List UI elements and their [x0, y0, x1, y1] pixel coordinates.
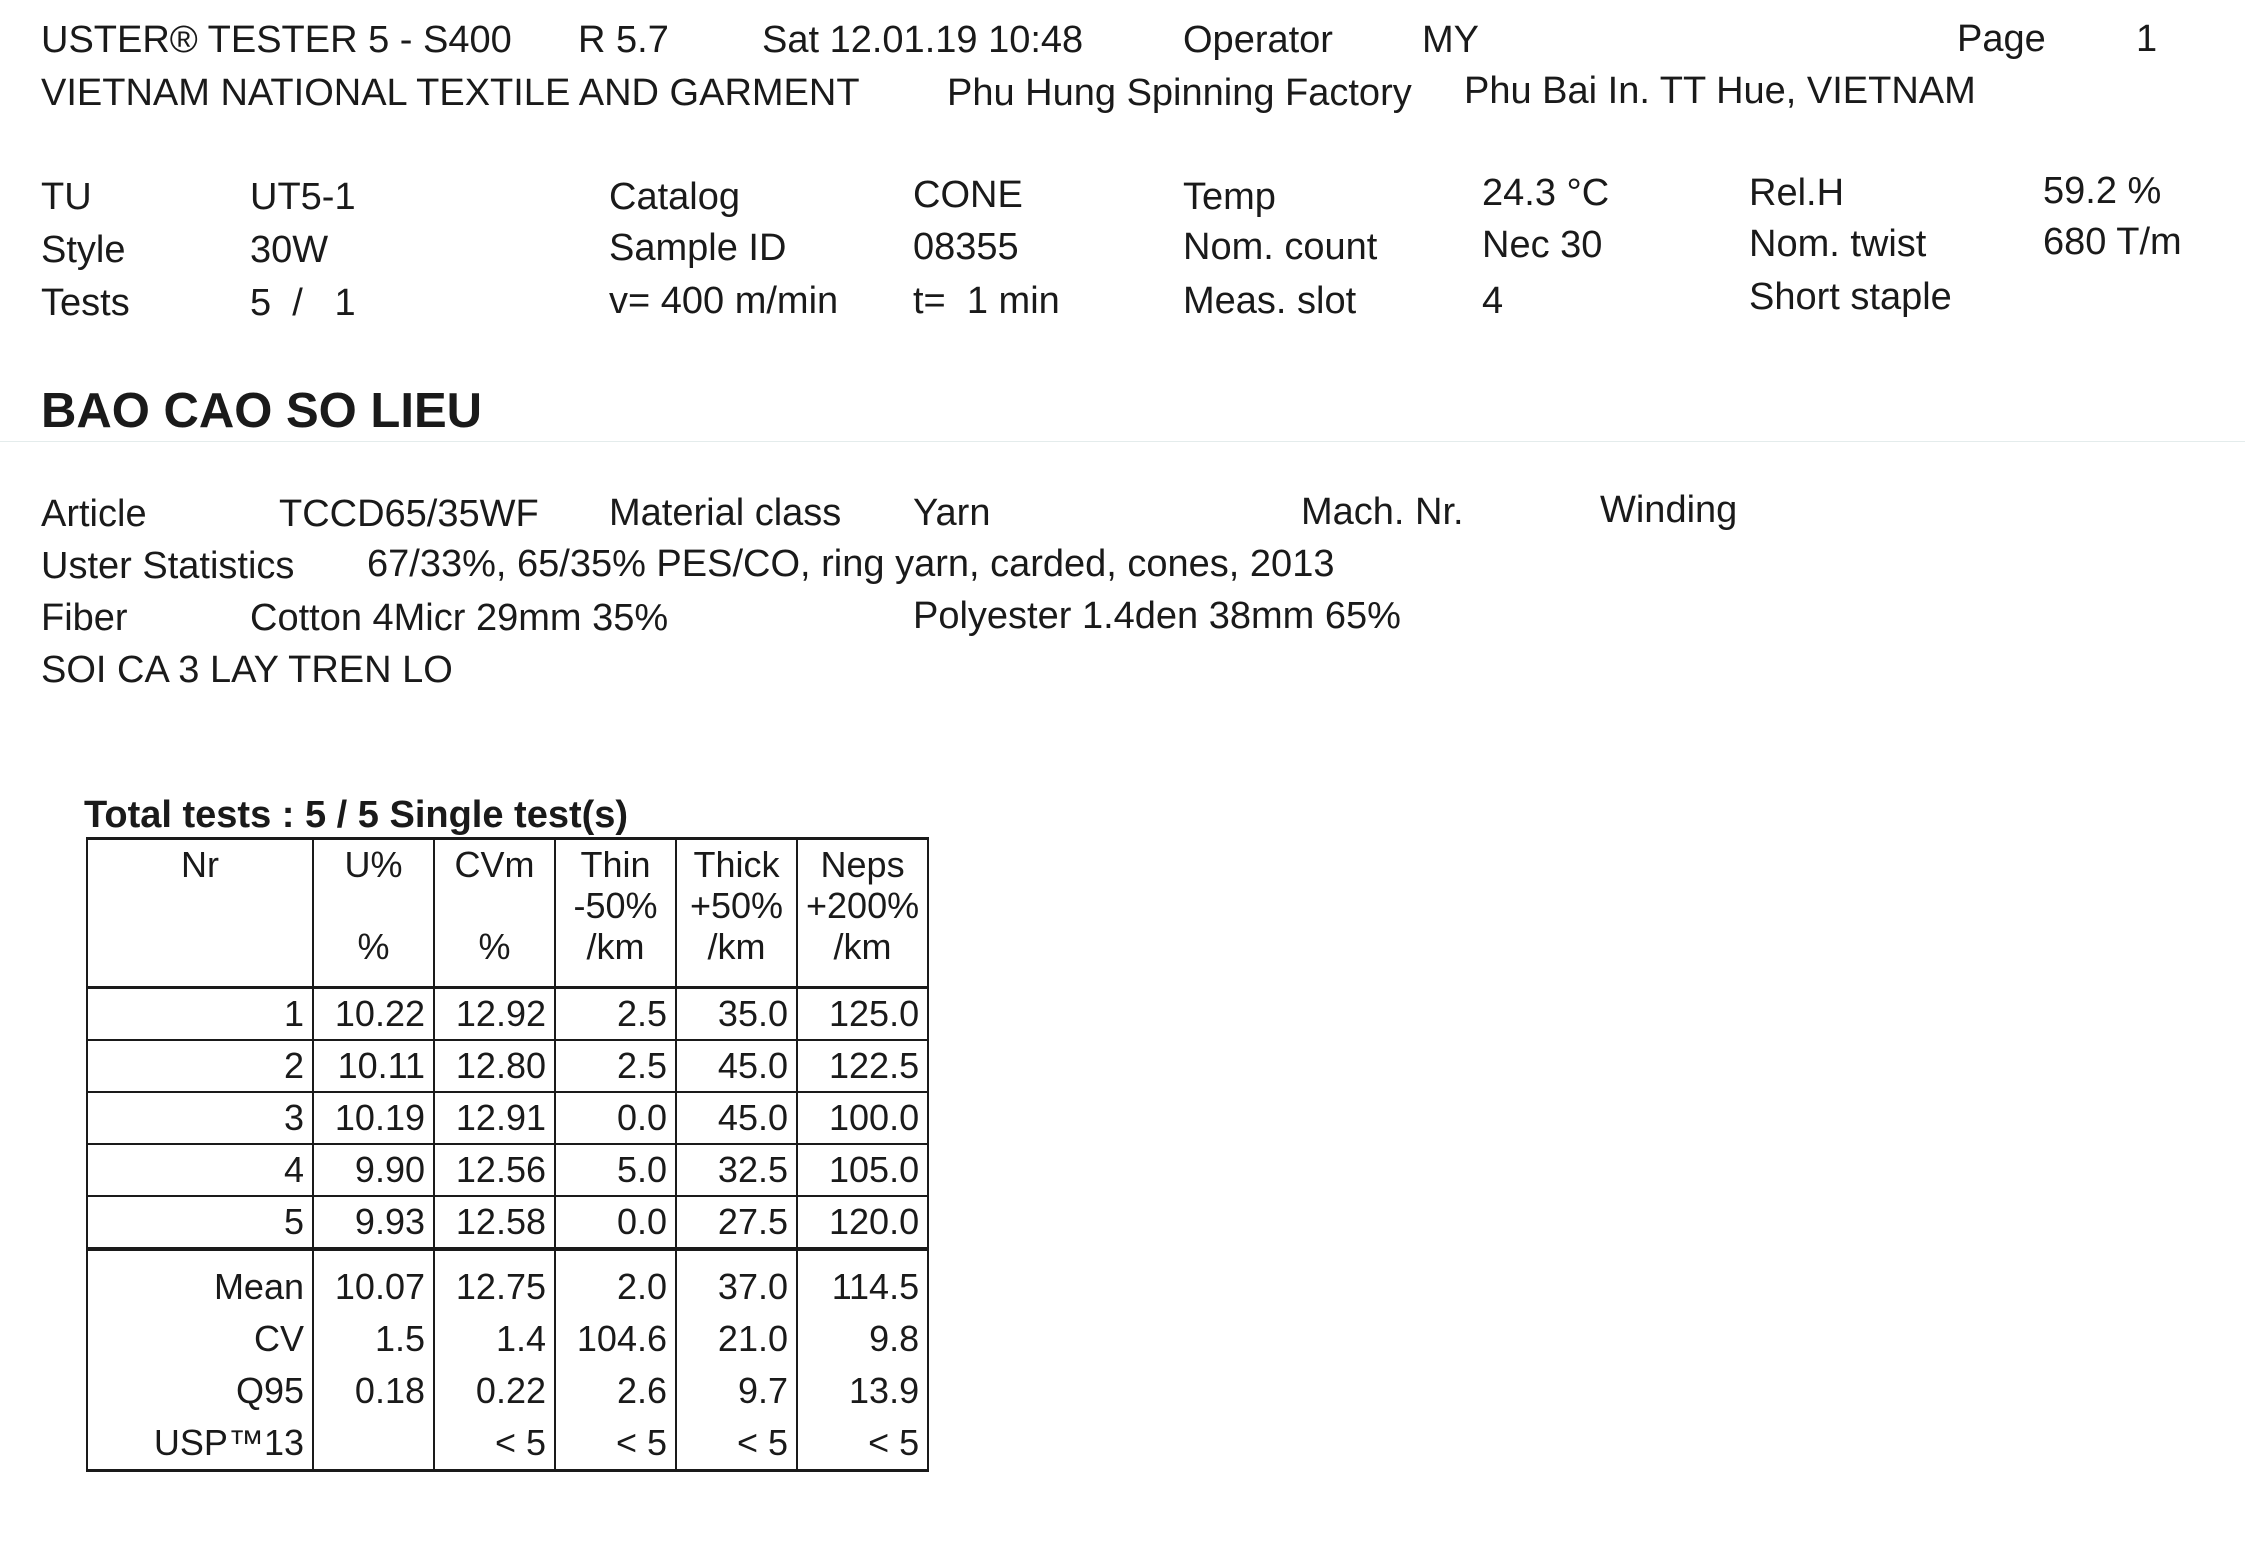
nom-count-value: Nec 30: [1482, 224, 1603, 266]
cell-u-percent: 10.19: [313, 1092, 434, 1144]
header-title: Thin: [580, 844, 651, 885]
cell-cvm: < 5: [434, 1417, 555, 1471]
cell-nr: 5: [87, 1196, 313, 1249]
table-row: [87, 1040, 928, 1092]
cell-neps: 122.5: [797, 1040, 928, 1092]
cell-u-percent: [313, 1417, 434, 1471]
stats-row-q95: [87, 1365, 928, 1417]
section-divider: [0, 441, 2245, 442]
factory-name: Phu Hung Spinning Factory: [947, 72, 1412, 114]
style-label: Style: [41, 229, 126, 271]
cell-thin: 0.0: [555, 1196, 676, 1249]
cell-u-percent: 0.18: [313, 1365, 434, 1417]
cell-thick: 27.5: [676, 1196, 797, 1249]
page-label: Page: [1957, 18, 2046, 60]
cell-nr: 2: [87, 1040, 313, 1092]
remark: SOI CA 3 LAY TREN LO: [41, 649, 453, 691]
cell-thick: 21.0: [676, 1313, 797, 1365]
cell-u-percent: 10.22: [313, 988, 434, 1041]
cell-thick: 32.5: [676, 1144, 797, 1196]
header-unit: /km: [586, 926, 645, 967]
cell-neps: 13.9: [797, 1365, 928, 1417]
stat-label: Mean: [87, 1249, 313, 1313]
column-header-thick: [676, 839, 797, 988]
rel-humidity-label: Rel.H: [1749, 172, 1845, 214]
cell-u-percent: 9.90: [313, 1144, 434, 1196]
stat-label: Q95: [87, 1365, 313, 1417]
cell-cvm: 12.75: [434, 1249, 555, 1313]
table-row: [87, 1144, 928, 1196]
temp-value: 24.3 °C: [1482, 172, 1610, 214]
column-header-cvm: [434, 839, 555, 988]
table-header-row: [87, 839, 928, 988]
header-title: U%: [344, 844, 403, 885]
article-label: Article: [41, 493, 147, 535]
header-title: Neps: [820, 844, 905, 885]
nom-twist-label: Nom. twist: [1749, 223, 1927, 265]
uster-statistics-label: Uster Statistics: [41, 545, 295, 587]
nom-count-label: Nom. count: [1183, 226, 1378, 268]
header-unit: %: [357, 926, 390, 967]
cell-u-percent: 10.07: [313, 1249, 434, 1313]
header-unit: /km: [833, 926, 892, 967]
cell-neps: < 5: [797, 1417, 928, 1471]
cell-thin: 5.0: [555, 1144, 676, 1196]
catalog-value: CONE: [913, 174, 1023, 216]
stats-row-mean: [87, 1249, 928, 1313]
instrument-name: USTER® TESTER 5 - S400: [41, 19, 512, 61]
cell-thin: 2.5: [555, 988, 676, 1041]
cell-thin: 2.6: [555, 1365, 676, 1417]
results-table: [86, 837, 929, 1472]
factory-location: Phu Bai In. TT Hue, VIETNAM: [1464, 70, 1976, 112]
header-title: CVm: [454, 844, 535, 885]
article-value: TCCD65/35WF: [279, 493, 539, 535]
cell-thick: 45.0: [676, 1040, 797, 1092]
cell-cvm: 12.58: [434, 1196, 555, 1249]
operator-value: MY: [1422, 19, 1479, 61]
cell-cvm: 12.56: [434, 1144, 555, 1196]
rel-humidity-value: 59.2 %: [2043, 170, 2162, 212]
table-row: [87, 1092, 928, 1144]
cell-neps: 105.0: [797, 1144, 928, 1196]
cell-u-percent: 1.5: [313, 1313, 434, 1365]
cell-cvm: 12.80: [434, 1040, 555, 1092]
cell-neps: 120.0: [797, 1196, 928, 1249]
test-speed: v= 400 m/min: [609, 280, 839, 322]
header-title: Nr: [181, 844, 219, 885]
stats-row-usp: [87, 1417, 928, 1471]
header-unit: %: [478, 926, 511, 967]
test-time: t= 1 min: [913, 280, 1060, 322]
cell-nr: 1: [87, 988, 313, 1041]
short-staple-label: Short staple: [1749, 276, 1952, 318]
cell-thick: 9.7: [676, 1365, 797, 1417]
column-header-neps: [797, 839, 928, 988]
column-header-thin: [555, 839, 676, 988]
page-number: 1: [2136, 18, 2158, 60]
material-class-label: Material class: [609, 492, 842, 534]
catalog-label: Catalog: [609, 176, 740, 218]
cell-neps: 9.8: [797, 1313, 928, 1365]
meas-slot-value: 4: [1482, 280, 1504, 322]
cell-u-percent: 10.11: [313, 1040, 434, 1092]
software-release: R 5.7: [578, 19, 669, 61]
table-row: [87, 1196, 928, 1249]
tu-value: UT5-1: [250, 176, 356, 218]
cell-cvm: 0.22: [434, 1365, 555, 1417]
header-subtitle: -50%: [573, 885, 658, 926]
column-header-nr: [87, 839, 313, 988]
fiber-cotton: Cotton 4Micr 29mm 35%: [250, 597, 669, 639]
table-caption: Total tests : 5 / 5 Single test(s): [84, 794, 629, 836]
stat-label: CV: [87, 1313, 313, 1365]
cell-neps: 100.0: [797, 1092, 928, 1144]
sample-id-value: 08355: [913, 226, 1019, 268]
fiber-polyester: Polyester 1.4den 38mm 65%: [913, 595, 1401, 637]
cell-neps: 125.0: [797, 988, 928, 1041]
temp-label: Temp: [1183, 176, 1276, 218]
cell-neps: 114.5: [797, 1249, 928, 1313]
stats-row-cv: [87, 1313, 928, 1365]
machine-nr-value: Winding: [1600, 489, 1738, 531]
operator-label: Operator: [1183, 19, 1333, 61]
meas-slot-label: Meas. slot: [1183, 280, 1357, 322]
header-subtitle: +200%: [806, 885, 920, 926]
fiber-label: Fiber: [41, 597, 128, 639]
cell-thin: 0.0: [555, 1092, 676, 1144]
header-title: Thick: [693, 844, 780, 885]
stat-label: USP™13: [87, 1417, 313, 1471]
cell-cvm: 1.4: [434, 1313, 555, 1365]
tu-label: TU: [41, 176, 92, 218]
company-name: VIETNAM NATIONAL TEXTILE AND GARMENT: [41, 72, 860, 114]
tests-value: 5 / 1: [250, 282, 356, 324]
header-unit: [96, 926, 304, 967]
report-datetime: Sat 12.01.19 10:48: [762, 19, 1084, 61]
cell-nr: 3: [87, 1092, 313, 1144]
cell-cvm: 12.92: [434, 988, 555, 1041]
cell-thin: < 5: [555, 1417, 676, 1471]
cell-thick: 35.0: [676, 988, 797, 1041]
material-class-value: Yarn: [913, 492, 991, 534]
report-title: BAO CAO SO LIEU: [41, 384, 483, 438]
uster-statistics-value: 67/33%, 65/35% PES/CO, ring yarn, carded, cones, 2013: [367, 543, 1335, 585]
header-subtitle: [96, 885, 304, 926]
header-subtitle: +50%: [689, 885, 784, 926]
cell-thick: 37.0: [676, 1249, 797, 1313]
sample-id-label: Sample ID: [609, 227, 787, 269]
machine-nr-label: Mach. Nr.: [1301, 491, 1464, 533]
cell-thick: < 5: [676, 1417, 797, 1471]
header-subtitle: [443, 885, 546, 926]
table-row: [87, 988, 928, 1041]
style-value: 30W: [250, 229, 329, 271]
tests-label: Tests: [41, 282, 130, 324]
header-unit: /km: [707, 926, 766, 967]
header-subtitle: [322, 885, 425, 926]
column-header-u-percent: [313, 839, 434, 988]
cell-u-percent: 9.93: [313, 1196, 434, 1249]
nom-twist-value: 680 T/m: [2043, 221, 2182, 263]
cell-thick: 45.0: [676, 1092, 797, 1144]
cell-thin: 104.6: [555, 1313, 676, 1365]
cell-cvm: 12.91: [434, 1092, 555, 1144]
cell-thin: 2.0: [555, 1249, 676, 1313]
cell-thin: 2.5: [555, 1040, 676, 1092]
cell-nr: 4: [87, 1144, 313, 1196]
